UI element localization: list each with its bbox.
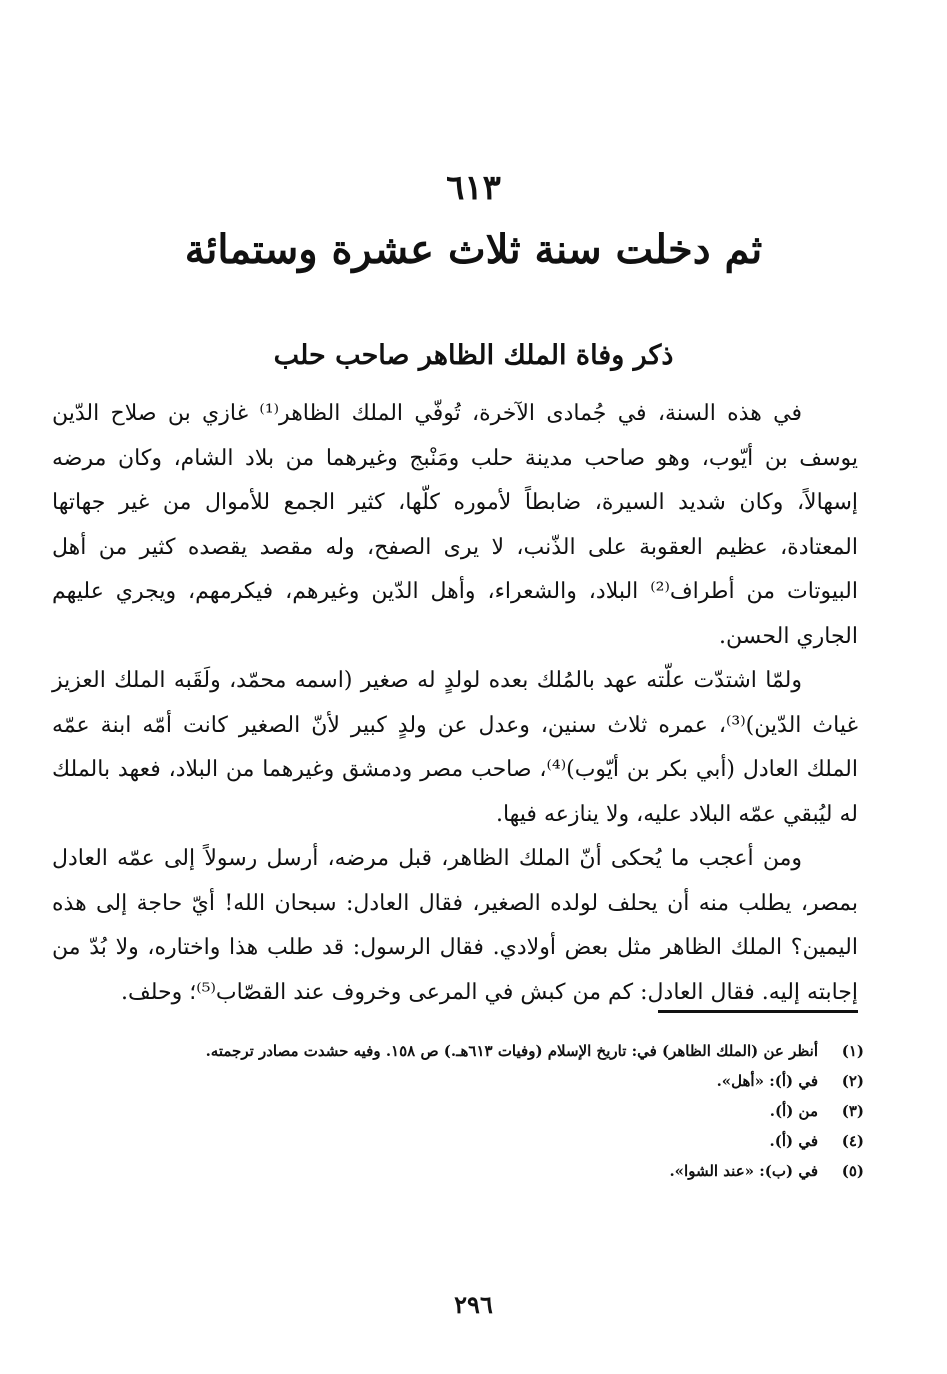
paragraph: ومن أعجب ما يُحكى أنّ الملك الظاهر، قبل مرضه، أرسل رسولاً إلى عمّه العادل بمصر، يطلب منه أن يحلف لولده الصغير، فقال العادل: سبحان الله! أيّ حاجة إلى هذه اليمين؟ الملك الظاهر مثل بعض أولادي. فقال الرسول: قد طلب هذا واختاره، ولا بُدّ من إجابته إليه. فقال العادل: كم من كبش في المرعى وخروف عند القصّاب⁽⁵⁾؛ وحلف. — [52, 846, 858, 1005]
footnote-text: في (أ): «أهل». — [716, 1072, 818, 1090]
page-title: ثم دخلت سنة ثلاث عشرة وستمائة — [184, 226, 763, 273]
footnote-text: في (ب): «عند الشوا». — [669, 1162, 818, 1180]
year-number: ٦١٣ — [446, 168, 501, 208]
footnote-text: في (أ). — [769, 1132, 818, 1150]
footnote-number: (٣) — [841, 1102, 864, 1120]
section-heading: ذكر وفاة الملك الظاهر صاحب حلب — [273, 340, 674, 371]
footnote-text: أنظر عن (الملك الظاهر) في: تاريخ الإسلام (وفيات ٦١٣هـ.) ص ١٥٨. وفيه حشدت مصادر ترجمته. — [205, 1042, 818, 1060]
body-text — [52, 392, 858, 1015]
footnote — [52, 1096, 864, 1126]
paragraph: في هذه السنة، في جُمادى الآخرة، تُوفّي الملك الظاهر⁽¹⁾ غازي بن صلاح الدّين يوسف بن أيّوب، وهو صاحب مدينة حلب ومَنْبج وغيرهما من بلاد الشام، وكان مرضه إسهالاً، وكان شديد السيرة، ضابطاً لأموره كلّها، كثير الجمع للأموال من غير جهاتها المعتادة، عظيم العقوبة على الذّنب، لا يرى الصفح، وله مقصد يقصده كثير من أهل البيوتات من أطراف⁽²⁾ البلاد، والشعراء، وأهل الدّين وغيرهم، فيكرمهم، ويجري عليهم الجاري الحسن. — [52, 401, 858, 649]
footnote-number: (٢) — [841, 1072, 864, 1090]
footnote-number: (١) — [841, 1042, 864, 1060]
paragraph: ولمّا اشتدّت علّته عهد بالمُلك بعده لولدٍ له صغير (اسمه محمّد، ولَقَبه الملك العزيز غياث الدّين)⁽³⁾، عمره ثلاث سنين، وعدل عن ولدٍ كبير لأنّ الصغير كانت أمّه ابنة عمّه الملك العادل (أبي بكر بن أيّوب)⁽⁴⁾، صاحب مصر ودمشق وغيرهما من البلاد، فعهد بالملك له ليُبقي عمّه البلاد عليه، ولا ينازعه فيها. — [52, 668, 858, 827]
footnote — [52, 1066, 864, 1096]
page-number: ٢٩٦ — [454, 1290, 493, 1319]
footnote-divider — [658, 1010, 858, 1013]
footnote-number: (٤) — [841, 1132, 864, 1150]
footnote-text: من (أ). — [769, 1102, 818, 1120]
footnote — [52, 1036, 864, 1066]
footnote — [52, 1156, 864, 1186]
footnote-number: (٥) — [841, 1162, 864, 1180]
footnotes — [52, 1036, 864, 1186]
footnote — [52, 1126, 864, 1156]
